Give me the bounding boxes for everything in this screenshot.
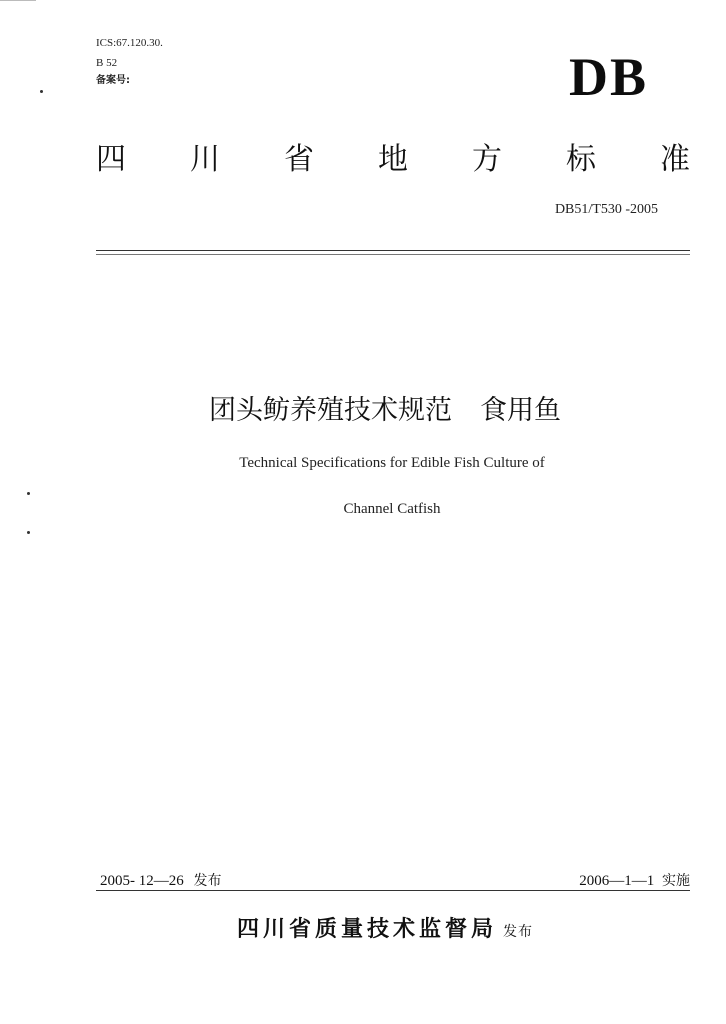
document-title-suffix: 食用鱼	[480, 395, 561, 426]
standard-title-char: 川	[190, 142, 220, 177]
implement-label: 实施	[662, 873, 690, 889]
standard-title-char: 标	[566, 142, 596, 177]
document-title-en-line1: Technical Specifications for Edible Fish Culture of	[239, 455, 545, 471]
scan-speck	[27, 531, 30, 534]
standard-code: DB51/T530 -2005	[554, 202, 658, 217]
standard-title-char: 四	[96, 142, 126, 177]
issue-label: 发布	[193, 873, 222, 889]
standard-title	[96, 136, 690, 176]
footer-divider	[96, 890, 690, 891]
ics-code: ICS:67.120.30.	[96, 37, 163, 49]
standard-title-char: 省	[284, 142, 314, 177]
implement-date-value: 2006—1—1	[579, 873, 655, 889]
header-divider-thin	[96, 254, 690, 255]
standard-title-char: 准	[660, 142, 690, 177]
record-number-label: 备案号:	[96, 75, 130, 86]
implement-date	[579, 870, 690, 890]
publisher-suffix: 发布	[503, 924, 533, 940]
standard-title-char: 方	[472, 142, 502, 177]
scan-speck	[27, 492, 30, 495]
publisher	[0, 912, 726, 943]
issue-date-value: 2005- 12—26	[100, 873, 184, 889]
classification-code: B 52	[96, 57, 118, 69]
standard-title-char: 地	[378, 142, 408, 177]
document-title-cn	[0, 388, 726, 427]
header-divider	[96, 250, 690, 251]
page-corner-mark	[0, 0, 36, 3]
scan-speck	[40, 90, 43, 93]
publisher-name: 四川省质量技术监督局	[236, 917, 497, 942]
document-title-main: 团头鲂养殖技术规范	[209, 395, 452, 426]
document-title-en-line2: Channel Catfish	[343, 501, 441, 517]
db-logo: DB	[568, 47, 648, 107]
issue-date	[100, 870, 222, 890]
